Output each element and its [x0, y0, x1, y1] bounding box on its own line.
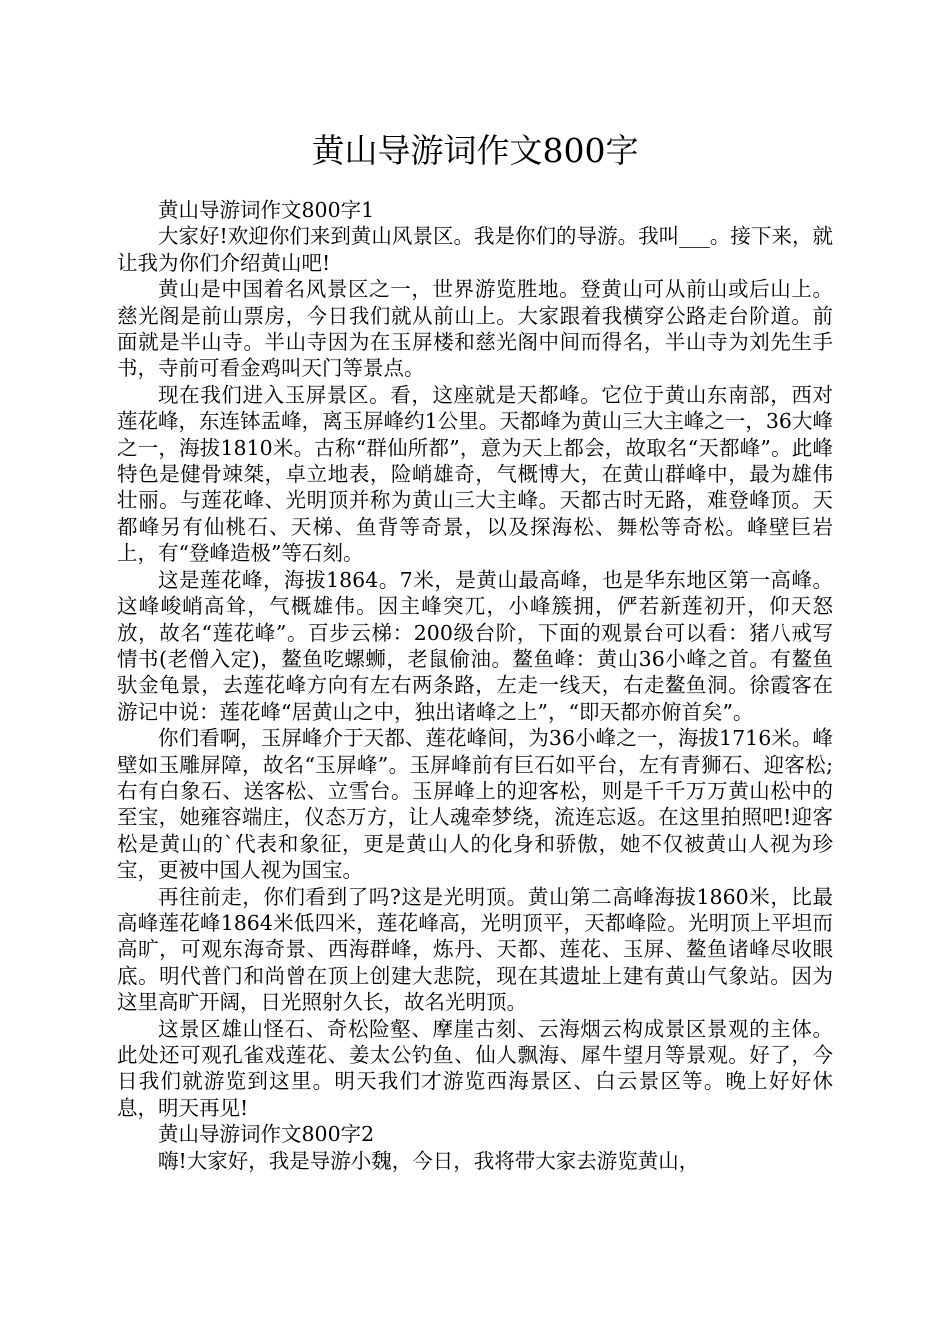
paragraph-yuping-peak: 你们看啊，玉屏峰介于天都、莲花峰间，为36小峰之一，海拔1716米。峰壁如玉雕屏障，故名“玉屏峰”。玉屏峰前有巨石如平台，左有青狮石、迎客松;右有白象石、送客松、立雪台。玉屏峰上的迎客松，则是千千万万黄山松中的至宝，她雍容端庄，仪态万方，让人魂牵梦绕，流连忘返。在这里拍照吧!迎客松是黄山的`代表和象征，更是黄山人的化身和骄傲，她不仅被黄山人视为珍宝，更被中国人视为国宝。: [117, 726, 833, 883]
section-heading-2: 黄山导游词作文800字2: [158, 1122, 375, 1147]
paragraph-second-intro: 嗨!大家好，我是导游小魏，今日，我将带大家去游览黄山，: [158, 1148, 700, 1173]
document-body: [117, 197, 833, 1174]
section-heading-1: 黄山导游词作文800字1: [158, 198, 375, 222]
paragraph-intro: 黄山是中国着名风景区之一，世界游览胜地。登黄山可从前山或后山上。慈光阁是前山票房，今日我们就从前山上。大家跟着我横穿公路走台阶道。前面就是半山寺。半山寺因为在玉屏楼和慈光阁中间而得名，半山寺为刘先生手书，寺前可看金鸡叫天门等景点。: [117, 277, 833, 381]
paragraph-greeting: 大家好!欢迎你们来到黄山风景区。我是你们的导游。我叫___。接下来，就让我为你们介绍黄山吧!: [117, 224, 833, 275]
document-title: 黄山导游词作文800字: [311, 131, 639, 170]
paragraph-guangming-top: 再往前走，你们看到了吗?这是光明顶。黄山第二高峰海拔1860米，比最高峰莲花峰1864米低四米，莲花峰高，光明顶平，天都峰险。光明顶上平坦而高旷，可观东海奇景、西海群峰，炼丹、天都、莲花、玉屏、鳌鱼诸峰尽收眼底。明代普门和尚曾在顶上创建大悲院，现在其遗址上建有黄山气象站。因为这里高旷开阔，日光照射久长，故名光明顶。: [117, 884, 833, 1015]
paragraph-tiandu-peak: 现在我们进入玉屏景区。看，这座就是天都峰。它位于黄山东南部，西对莲花峰，东连钵盂峰，离玉屏峰约1公里。天都峰为黄山三大主峰之一，36大峰之一，海拔1810米。古称“群仙所都”，意为天上都会，故取名“天都峰”。此峰特色是健骨竦桀，卓立地表，险峭雄奇，气概博大，在黄山群峰中，最为雄伟壮丽。与莲花峰、光明顶并称为黄山三大主峰。天都古时无路，难登峰顶。天都峰另有仙桃石、天梯、鱼背等奇景，以及探海松、舞松等奇松。峰壁巨岩上，有“登峰造极”等石刻。: [117, 382, 833, 566]
paragraph-lianhua-peak: 这是莲花峰，海拔1864。7米，是黄山最高峰，也是华东地区第一高峰。这峰峻峭高耸，气概雄伟。因主峰突兀，小峰簇拥，俨若新莲初开，仰天怒放，故名“莲花峰”。百步云梯：200级台阶，下面的观景台可以看：猪八戒写情书(老僧入定)，鳌鱼吃螺蛳，老鼠偷油。鳌鱼峰：黄山36小峰之首。有鳌鱼驮金龟景，去莲花峰方向有左右两条路，左走一线天，右走鳌鱼洞。徐霞客在游记中说：莲花峰“居黄山之中，独出诸峰之上”，“即天都亦俯首矣”。: [117, 567, 833, 724]
paragraph-closing: 这景区雄山怪石、奇松险壑、摩崖古刻、云海烟云构成景区景观的主体。此处还可观孔雀戏莲花、姜太公钓鱼、仙人飘海、犀牛望月等景观。好了，今日我们就游览到这里。明天我们才游览西海景区、白云景区等。晚上好好休息，明天再见!: [117, 1016, 833, 1120]
